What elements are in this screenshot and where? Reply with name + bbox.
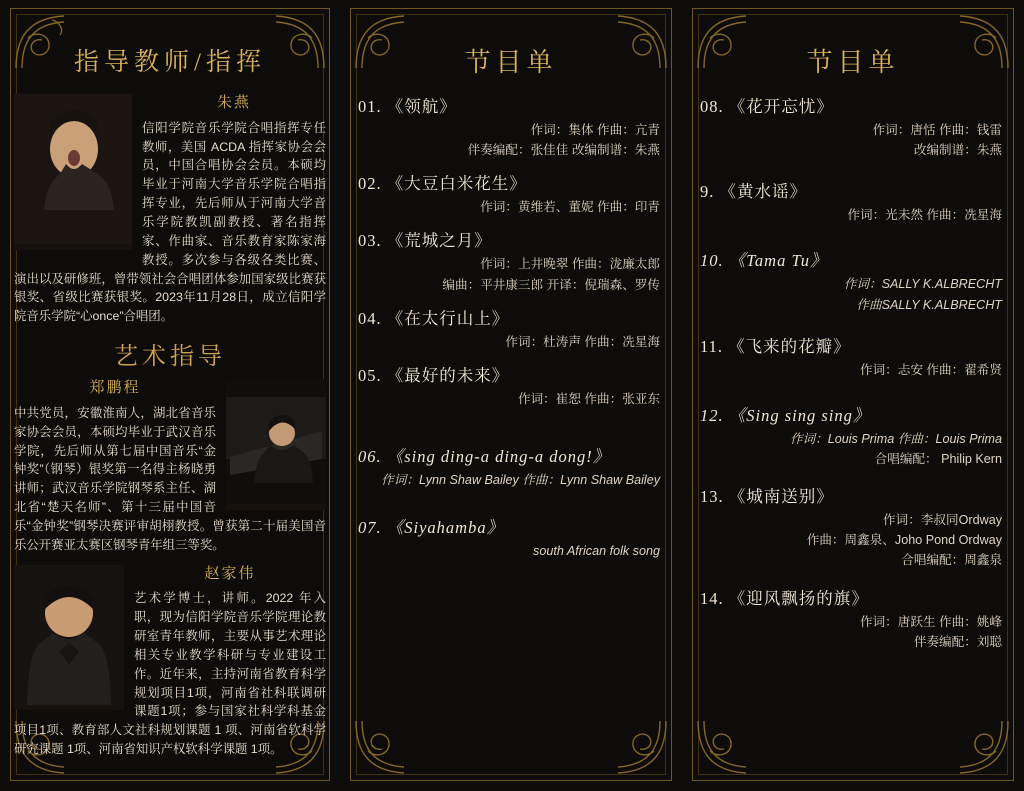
list-item [358, 443, 664, 490]
program-item-number: 06. [358, 446, 382, 466]
panel-program-page-1 [340, 0, 682, 791]
program-item-credits: south African folk song [533, 544, 660, 559]
program-item-title [700, 402, 1006, 426]
list-item [358, 514, 664, 561]
program-list-1 [340, 93, 682, 561]
program-item-number: 14. [700, 588, 724, 608]
list-item [700, 178, 1006, 225]
list-item [700, 483, 1006, 570]
program-item-name: 《领航》 [386, 97, 457, 116]
program-item-number: 10. [700, 251, 724, 271]
program-item-title [700, 93, 1006, 117]
program-item-title [358, 362, 664, 386]
list-item [700, 93, 1006, 160]
program-item-number: 9. [700, 182, 715, 202]
program-item-name: 《Sing sing sing》 [728, 405, 871, 425]
bio-zhao-jiawei [0, 563, 340, 759]
list-item [358, 362, 664, 409]
program-item-title [700, 178, 1006, 202]
program-item-number: 11. [700, 336, 724, 356]
program-item-credits: 作词：上井晚翠 作曲：泷廉太郎 编曲：平井康三郎 开译：倪瑞森、罗传 [442, 257, 660, 292]
program-item-number: 01. [358, 97, 382, 116]
program-item-name: 《Tama Tu》 [728, 251, 828, 271]
program-item-title [700, 333, 1006, 357]
program-item-name: 《飞来的花瓣》 [728, 336, 851, 356]
program-item-credits: 作词：唐跃生 作曲：姚峰 伴奏编配：刘聪 [859, 614, 1002, 649]
list-item [358, 93, 664, 160]
bio-text-zhu-yan: 信阳学院音乐学院合唱指挥专任教师，美国 ACDA 指挥家协会会员，中国合唱协会会员。本硕均毕业于河南大学音乐学院合唱指挥专业，先后师从于河南大学音乐学院教凯副教授、著名指挥家、作曲家、音乐教育家陈家海教授。多次参与各级各类比赛、演出以及研修班，曾带领社会合唱团体参加国家级比赛获银奖、省级比赛获银奖。2023年11月28日，成立信阳学院音乐学院“心once”合唱团。 [14, 120, 326, 324]
program-item-credits: 作词：唐恬 作曲：钱雷 改编制谱：朱燕 [872, 123, 1002, 158]
program-item-number: 13. [700, 487, 724, 507]
program-item-title [358, 227, 664, 251]
program-item-name: 《黄水谣》 [719, 182, 807, 202]
program-item-number: 08. [700, 97, 724, 116]
corner-flourish-icon [596, 717, 670, 779]
list-item [358, 227, 664, 294]
program-item-name: 《在太行山上》 [386, 308, 510, 328]
program-item-name: 《Siyahamba》 [386, 518, 505, 538]
person-name-zhu-yan: 朱燕 [216, 94, 251, 111]
program-item-credits: 作词：崔恕 作曲：张亚东 [517, 391, 660, 406]
program-item-credits: 作词：黄维若、董妮 作曲：印青 [480, 200, 660, 215]
program-item-title [358, 170, 664, 194]
person-name-zhao-jiawei: 赵家伟 [204, 564, 256, 582]
program-item-number: 02. [358, 174, 382, 194]
program-item-credits: 作词：SALLY K.ALBRECHT 作曲SALLY K.ALBRECHT [843, 277, 1002, 312]
portrait-zheng-pengcheng [226, 379, 326, 510]
program-item-title [700, 483, 1006, 507]
corner-flourish-icon [694, 717, 768, 779]
corner-flourish-icon [352, 717, 426, 779]
bio-zhu-yan [0, 92, 340, 326]
program-item-number: 04. [358, 308, 382, 328]
program-list-2 [682, 93, 1024, 652]
list-item [358, 170, 664, 217]
corner-flourish-icon [938, 717, 1012, 779]
program-item-number: 05. [358, 365, 382, 385]
panel-instructors [0, 0, 340, 791]
program-item-title [358, 93, 664, 117]
panel-program-page-2 [682, 0, 1024, 791]
program-item-credits: 作词：Lynn Shaw Bailey 作曲：Lynn Shaw Bailey [381, 472, 660, 487]
program-item-title [358, 443, 664, 467]
program-item-number: 12. [700, 405, 724, 425]
program-item-title [700, 247, 1006, 271]
page-title-instructors: 指导教师/指挥 [74, 49, 266, 76]
program-item-credits: 作词：李叔同Ordway 作曲：周鑫泉、Joho Pond Ordway 合唱编配：周鑫泉 [806, 513, 1002, 568]
program-item-name: 《花开忘忧》 [728, 97, 834, 116]
program-item-name: 《迎风飘扬的旗》 [728, 588, 869, 608]
bio-zheng-pengcheng [0, 377, 340, 555]
portrait-zhao-jiawei [14, 565, 124, 711]
program-item-name: 《大豆白米花生》 [386, 174, 527, 194]
program-item-credits: 作词：杜涛声 作曲：冼星海 [505, 334, 660, 349]
bio-text-zhao-jiawei: 艺术学博士，讲师。2022 年入职，现为信阳学院音乐学院理论教研室青年教师，主要从事艺术理论相关专业教学科研与专业建设工作。近年来，主持河南省教育科学规划项目1项，河南省社科联调研课题1项；参与国家社科学科基金项目1项、教育部人文社科规划课题 1 项、河南省软科学研究课题 1项、河南省知识产权软科学课题 1项。 [14, 591, 326, 757]
page-title-program-1: 节目单 [464, 48, 558, 77]
program-item-number: 07. [358, 518, 382, 538]
page-title-program-2: 节目单 [806, 48, 900, 77]
program-item-title [358, 305, 664, 329]
list-item [700, 333, 1006, 380]
program-item-credits: 作词：Louis Prima 作曲：Louis Prima 合唱编配： Philip Kern [789, 431, 1002, 466]
person-name-zheng-pengcheng: 郑鹏程 [89, 379, 141, 397]
list-item [700, 402, 1006, 469]
portrait-zhu-yan [14, 94, 132, 250]
section-title-art-director: 艺术指导 [114, 344, 226, 371]
program-item-title [358, 514, 664, 538]
program-item-name: 《荒城之月》 [386, 231, 492, 251]
program-item-title [700, 585, 1006, 609]
bio-text-zheng-pengcheng: 中共党员，安徽淮南人，湖北省音乐家协会会员，本硕均毕业于武汉音乐学院，先后师从第七届中国音乐“金钟奖”（钢琴）银奖第一名得主杨晓勇讲师；武汉音乐学院钢琴系主任、湖北省“楚天名师”、第十三届中国音乐“金钟奖”钢琴决赛评审胡栩教授。曾获第二十届美国音乐公开赛亚太赛区钢琴青年组三等奖。 [14, 405, 326, 552]
program-item-credits: 作词：光未然 作曲：冼星海 [847, 208, 1002, 223]
program-item-credits: 作词：集体 作曲：亢青 伴奏编配：张佳佳 改编制谱：朱燕 [467, 123, 660, 158]
list-item [358, 305, 664, 352]
program-item-name: 《最好的未来》 [386, 365, 510, 385]
program-item-name: 《城南送别》 [728, 487, 834, 507]
list-item [700, 247, 1006, 314]
list-item [700, 585, 1006, 652]
program-item-credits: 作词：忐安 作曲：翟希贤 [859, 362, 1002, 377]
program-item-number: 03. [358, 231, 382, 251]
program-item-name: 《sing ding-a ding-a dong!》 [386, 446, 611, 466]
